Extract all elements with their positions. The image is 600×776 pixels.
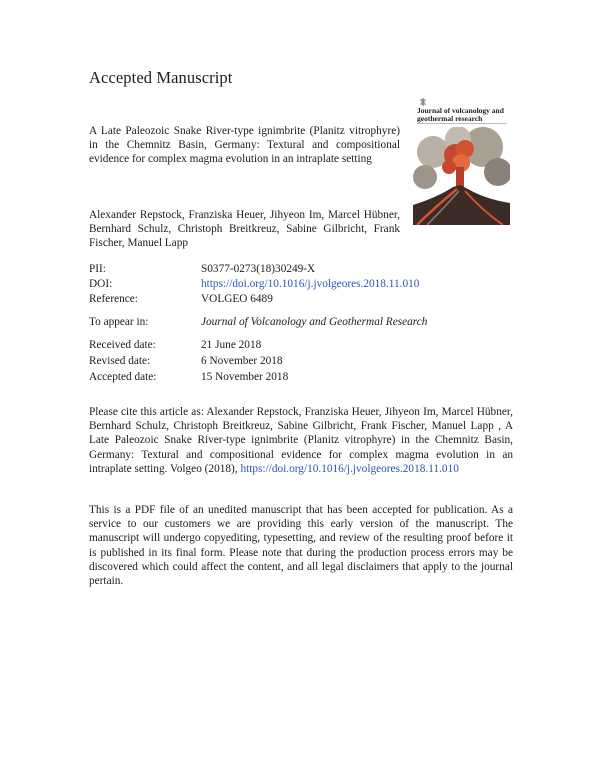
cover-journal-name: Journal of volcanology and geothermal research xyxy=(417,106,504,123)
pii-label: PII: xyxy=(89,263,106,275)
ash-cloud-lower xyxy=(413,165,437,189)
reference-value: VOLGEO 6489 xyxy=(201,293,273,305)
article-title: A Late Paleozoic Snake River-type ignimbrite (Planitz vitrophyre) in the Chemnitz Basin, Germany: Textural and compositional evidence for complex magma evolution in an intraplate setting xyxy=(89,125,400,165)
received-date-label: Received date: xyxy=(89,339,156,351)
accepted-date-value: 15 November 2018 xyxy=(201,371,289,383)
pii-value: S0377-0273(18)30249-X xyxy=(201,263,316,275)
appear-in-label: To appear in: xyxy=(89,316,149,328)
volcano-eruption-illustration xyxy=(413,127,510,225)
appear-in-journal: Journal of Volcanology and Geothermal Research xyxy=(201,316,428,328)
citation-doi-link[interactable]: https://doi.org/10.1016/j.jvolgeores.2018.11.010 xyxy=(240,462,459,475)
author-list: Alexander Repstock, Franziska Heuer, Jihyeon Im, Marcel Hübner, Bernhard Schulz, Christoph Breitkreuz, Sabine Gilbricht, Frank Fischer, Manuel Lapp xyxy=(89,209,400,249)
doi-link[interactable]: https://doi.org/10.1016/j.jvolgeores.2018.11.010 xyxy=(201,278,420,290)
disclaimer-paragraph: This is a PDF file of an unedited manuscript that has been accepted for publication. As a service to our customers we are providing this early version of the manuscript. The manuscript will undergo copyediting, typesetting, and review of the resulting proof before it is published in its final form. Please note that during the production process errors may be discovered which could affect the content, and all legal disclaimers that apply to the journal pertain. xyxy=(89,504,513,588)
journal-cover xyxy=(413,95,510,225)
citation-text: Please cite this article as: Alexander Repstock, Franziska Heuer, Jihyeon Im, Marcel Hübner, Bernhard Schulz, Christoph Breitkreuz, Sabine Gilbricht, Frank Fischer, Manuel Lapp , A Late Paleozoic Snake River-type ignimbrite (Planitz vitrophyre) in the Chemnitz Basin, Germany: Textural and compositional evidence for complex magma evolution in an intraplate setting. Volgeo (2018), xyxy=(89,406,513,475)
revised-date-value: 6 November 2018 xyxy=(201,355,283,367)
received-date-value: 21 June 2018 xyxy=(201,339,262,351)
doi-label: DOI: xyxy=(89,278,113,290)
page-heading: Accepted Manuscript xyxy=(89,68,233,87)
accepted-date-label: Accepted date: xyxy=(89,371,157,383)
revised-date-label: Revised date: xyxy=(89,355,151,367)
citation-paragraph xyxy=(89,405,513,476)
reference-label: Reference: xyxy=(89,293,138,305)
plume-puff-4 xyxy=(442,160,456,174)
